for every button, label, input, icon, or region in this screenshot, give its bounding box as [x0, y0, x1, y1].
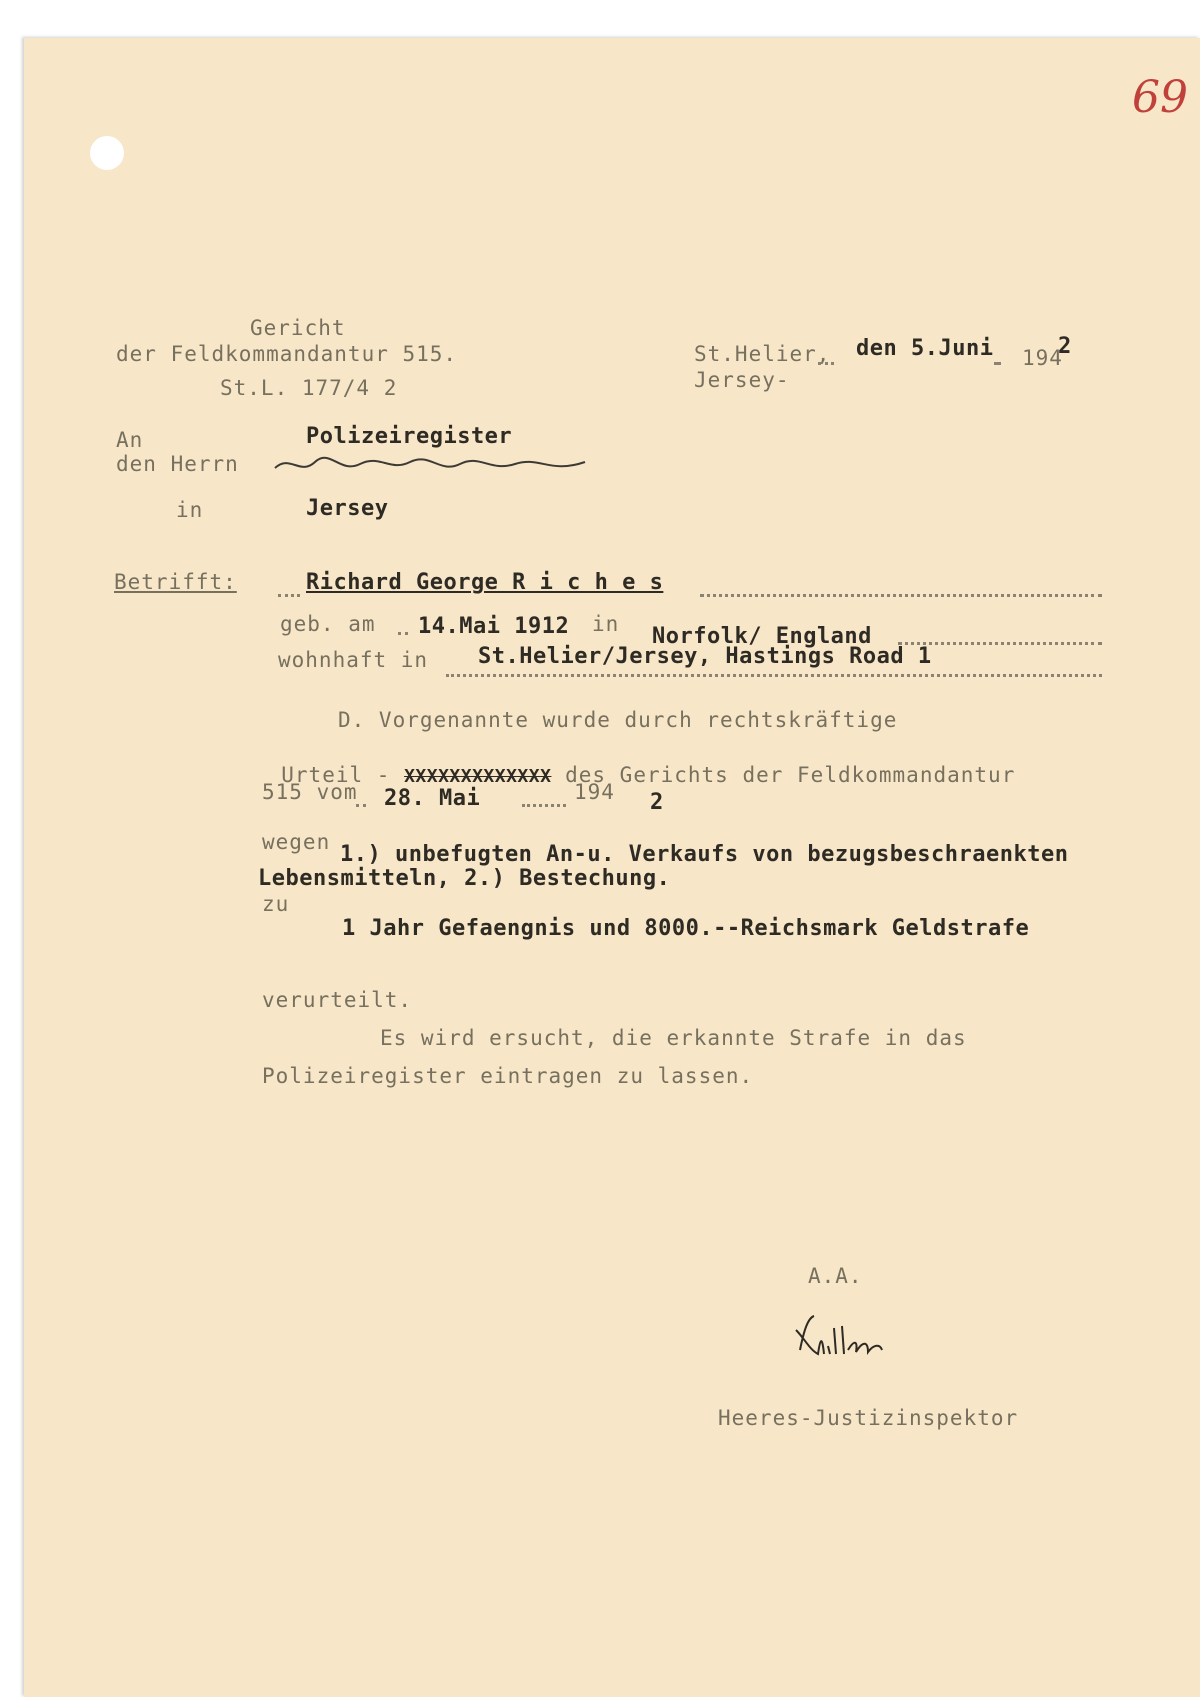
herrn-label: den Herrn	[116, 452, 239, 476]
residence-label: wohnhaft in	[278, 648, 429, 672]
sentence: 1 Jahr Gefaengnis und 8000.--Reichsmark Geldstrafe	[342, 916, 1030, 941]
residence-dots	[446, 674, 1102, 677]
date-dots-right	[994, 362, 1000, 365]
body-line2	[262, 744, 1015, 787]
decision-year: 194	[574, 780, 615, 804]
body-line1: D. Vorgenannte wurde durch rechtskräftige	[338, 708, 898, 732]
subject-dots-lead	[278, 594, 300, 597]
in-label: in	[176, 498, 204, 522]
handwritten-crossout	[270, 450, 590, 480]
decision-date-dots-trail	[522, 804, 566, 807]
signer-title: Heeres-Justizinspektor	[718, 1406, 1019, 1430]
an-label: An	[116, 428, 144, 452]
date: den 5.Juni	[856, 336, 994, 361]
residence: St.Helier/Jersey, Hastings Road 1	[478, 644, 932, 669]
page-number: 69	[1132, 72, 1188, 123]
year-suffix: 2	[1058, 334, 1072, 359]
decision-date: 28. Mai	[384, 786, 481, 811]
year: 194	[1022, 346, 1063, 370]
born-place: Norfolk/ England	[652, 624, 872, 649]
zu-label: zu	[262, 892, 290, 916]
request-line1: Es wird ersucht, die erkannte Strafe in das	[380, 1026, 967, 1050]
struck-text: XXXXXXXXXXXXX	[404, 766, 552, 787]
born-in-label: in	[592, 612, 620, 636]
born-label: geb. am	[280, 612, 376, 636]
reason-line1: 1.) unbefugten An-u. Verkaufs von bezugsbeschraenkten	[340, 842, 1069, 867]
decision-date-dots-lead	[356, 804, 366, 807]
aa-label: A.A.	[808, 1264, 863, 1288]
region: Jersey-	[694, 368, 790, 392]
handwritten-signature	[790, 1310, 910, 1366]
subject-dots-trail	[700, 594, 1102, 597]
wegen-label: wegen	[262, 830, 331, 854]
punch-hole	[90, 136, 124, 170]
sender-line1: Gericht	[250, 316, 346, 340]
born-date: 14.Mai 1912	[418, 614, 570, 639]
place: St.Helier,	[694, 342, 831, 366]
reason-line2: Lebensmitteln, 2.) Bestechung.	[258, 866, 671, 891]
request-line2: Polizeiregister eintragen zu lassen.	[262, 1064, 754, 1088]
subject-person: Richard George R i c h e s	[306, 570, 664, 595]
date-dots-left	[818, 362, 834, 365]
recipient-name: Polizeiregister	[306, 424, 513, 449]
reference-number: St.L. 177/4 2	[220, 376, 398, 400]
sender-line2: der Feldkommandantur 515.	[116, 342, 458, 366]
recipient-place: Jersey	[306, 496, 389, 521]
verurteilt: verurteilt.	[262, 988, 413, 1012]
decision-year-suffix: 2	[650, 790, 664, 815]
body-line2-prefix: Urteil -	[281, 763, 405, 787]
born-dots-lead	[398, 632, 408, 635]
subject-label: Betrifft:	[114, 570, 237, 594]
body-line3-prefix: 515 vom	[262, 780, 358, 804]
body-line2-suffix: des Gerichts der Feldkommandantur	[565, 763, 1016, 787]
